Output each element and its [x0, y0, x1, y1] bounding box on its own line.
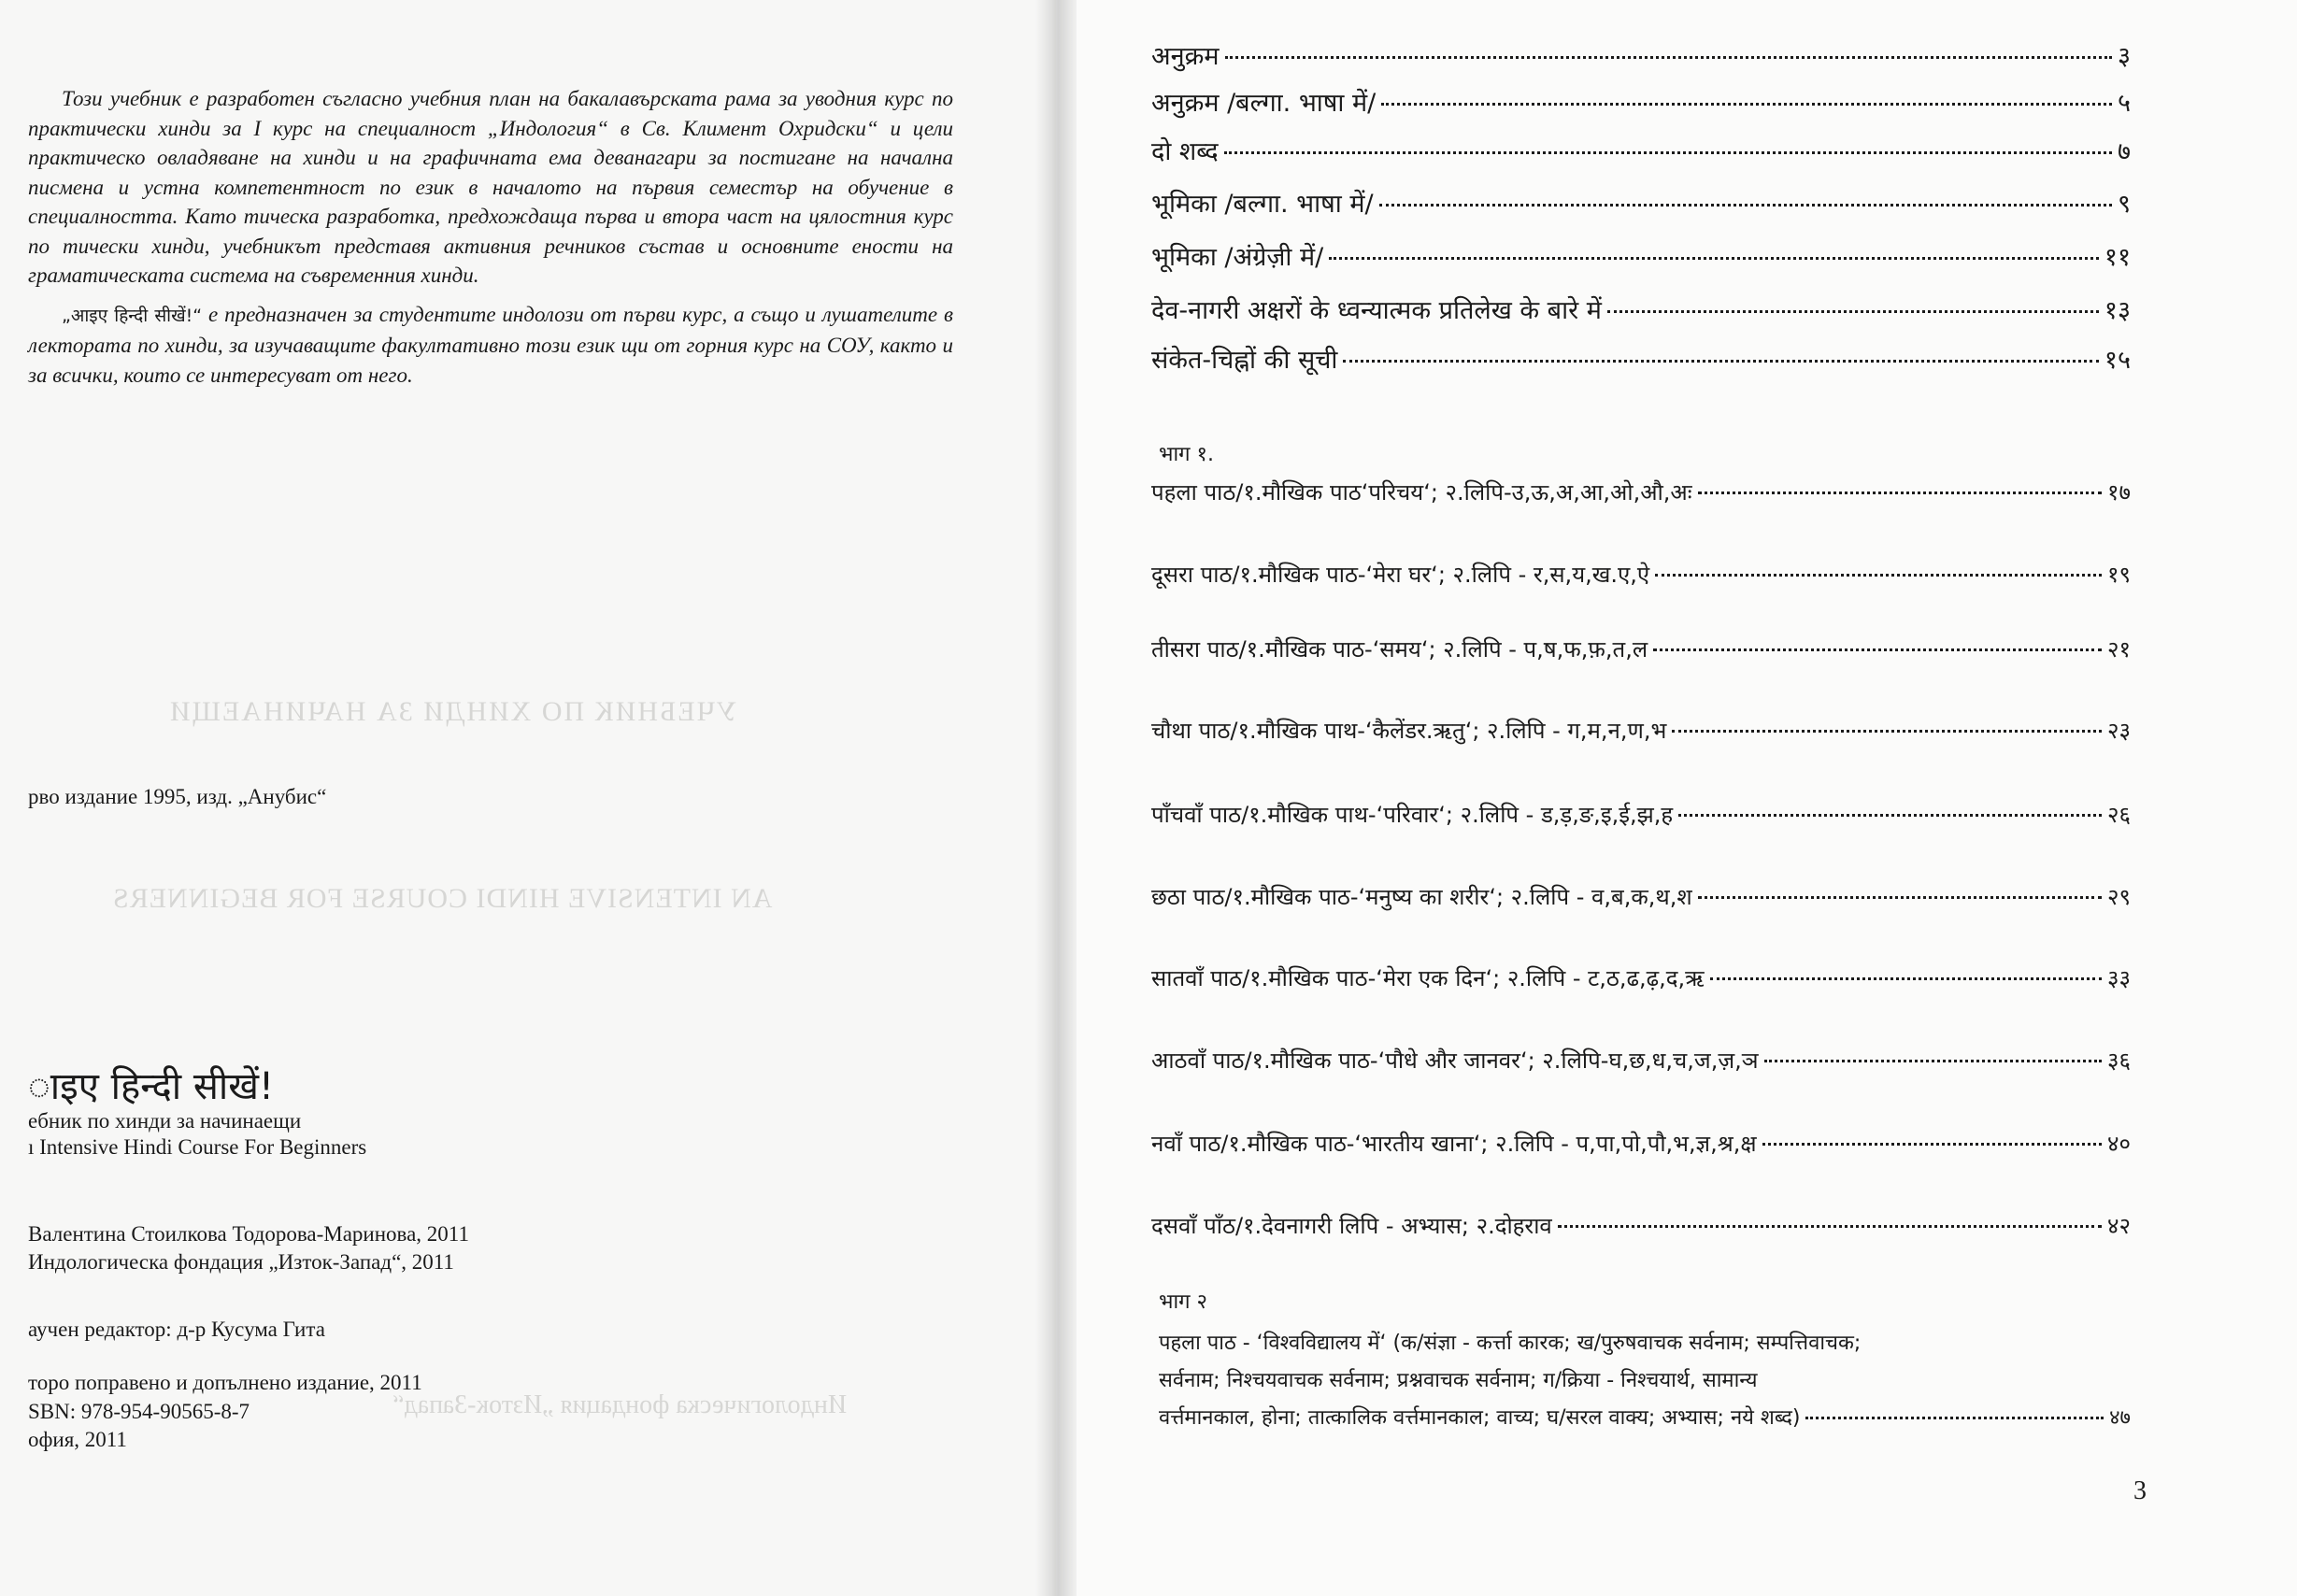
- toc-entry: [1151, 37, 2131, 72]
- second-edition-note: торо поправено и допълнено издание, 2011: [28, 1371, 422, 1394]
- toc-lesson-line: पहला पाठ - ‘विश्वविद्यालय में‘ (क/संज्ञा - कर्त्ता कारक; ख/पुरुषवाचक सर्वनाम; सम्पत्तिवाचक;: [1159, 1332, 1862, 1355]
- toc-lesson-line: वर्त्तमानकाल, होना; तात्कालिक वर्त्तमानकाल; वाच्य; घ/सरल वाक्य; अभ्यास; नये शब्द): [1159, 1406, 1801, 1430]
- toc-lesson-title: चौथा पाठ/१.मौखिक पाथ-‘कैलेंडर.ऋतु‘; २.लिपि - ग,म,न,ण,भ: [1151, 718, 1667, 744]
- toc-lesson-title: आठवाँ पाठ/१.मौखिक पाठ-‘पौधे और जानवर‘; २.लिपि-घ,छ,ध,च,ज,ज़,ञ: [1151, 1047, 1759, 1074]
- toc-entry-title: देव-नागरी अक्षरों के ध्वन्यात्मक प्रतिलेख के बारे में: [1151, 296, 1602, 325]
- leader-dots: [1558, 1225, 2102, 1228]
- toc-lesson: [1151, 962, 2131, 993]
- toc-lesson-page: १७: [2107, 479, 2131, 506]
- toc-lesson: [1151, 559, 2131, 590]
- toc-entry: [1151, 292, 2131, 326]
- city-year: офия, 2011: [28, 1428, 127, 1451]
- toc-lesson-page: ४०: [2107, 1131, 2131, 1157]
- toc-lesson-title: पहला पाठ/१.मौखिक पाठ‘परिचय‘; २.लिपि-उ,ऊ,अ,आ,ओ,औ,अः: [1151, 479, 1692, 506]
- audience-paragraph: [28, 300, 953, 391]
- toc-entry: [1151, 133, 2131, 167]
- toc-lesson: [1151, 799, 2131, 830]
- toc-entry: [1151, 238, 2131, 273]
- toc-lesson-page: ३३: [2107, 965, 2131, 991]
- toc-lesson: [1151, 881, 2131, 912]
- book-gutter: [1035, 0, 1077, 1596]
- toc-entry-page: ९: [2117, 190, 2131, 219]
- leader-dots: [1678, 814, 2102, 817]
- leader-dots: [1379, 204, 2112, 207]
- toc-entry-title: अनुक्रम /बल्गा. भाषा में/: [1151, 89, 1377, 118]
- toc-entry-title: भूमिका /बल्गा. भाषा में/: [1151, 190, 1374, 219]
- toc-lesson-page: २९: [2107, 884, 2131, 910]
- bleed-through-text: AN INTENSIVE HINDI COURSE FOR BEGINNERS: [112, 883, 773, 914]
- copyright-author: Валентина Стоилкова Тодорова-Маринова, 2011: [28, 1222, 469, 1246]
- leader-dots: [1805, 1417, 2104, 1419]
- leader-dots: [1225, 56, 2112, 59]
- first-edition-note: рво издание 1995, изд. „Анубис“: [28, 785, 327, 808]
- copyright-foundation: Индологическа фондация „Изток-Запад“, 2011: [28, 1250, 454, 1274]
- toc-lesson-page: २३: [2107, 718, 2131, 744]
- toc-lesson: [1151, 1045, 2131, 1076]
- toc-lesson-line: सर्वनाम; निश्चयवाचक सर्वनाम; प्रश्नवाचक सर्वनाम; ग/क्रिया - निश्चयार्थ, सामान्य: [1159, 1369, 1758, 1392]
- toc-lesson-last-line: [1159, 1400, 2131, 1437]
- toc-entry-title: दो शब्द: [1151, 137, 1219, 166]
- leader-dots: [1381, 103, 2112, 106]
- toc-lesson-page: ३६: [2107, 1047, 2131, 1074]
- bleed-through-text: УЧЕБНИК ПО ХИНДИ ЗА НАЧИНАЕЩИ: [168, 696, 737, 727]
- toc-lesson-page: ४७: [2109, 1406, 2131, 1430]
- toc-lesson-title: सातवाँ पाठ/१.मौखिक पाठ-‘मेरा एक दिन‘; २.लिपि - ट,ठ,ढ,ढ़,द,ऋ: [1151, 965, 1705, 991]
- toc-lesson: [1151, 477, 2131, 507]
- toc-entry: [1151, 341, 2131, 376]
- toc-entry-page: १५: [2104, 346, 2131, 375]
- book-title: ाइए हिन्दी सीखें!: [28, 1065, 275, 1108]
- book-name-inline: „आइए हिन्दी सीखें!“: [62, 305, 203, 326]
- toc-lesson-title: पाँचवाँ पाठ/१.मौखिक पाथ-‘परिवार‘; २.लिपि - ड,ड़,ङ,इ,ई,झ,ह: [1151, 802, 1674, 828]
- leader-dots: [1698, 492, 2102, 494]
- leader-dots: [1762, 1143, 2103, 1146]
- toc-lesson-page: २१: [2107, 636, 2131, 663]
- toc-entry-page: ३: [2117, 42, 2131, 71]
- toc-lesson-page: ४२: [2107, 1213, 2131, 1239]
- toc-entry-title: अनुक्रम: [1151, 42, 1220, 71]
- subtitle-english: ı Intensive Hindi Course For Beginners: [28, 1135, 367, 1159]
- toc-lesson: [1151, 1210, 2131, 1241]
- leader-dots: [1653, 648, 2102, 651]
- toc-entry-title: भूमिका /अंग्रेज़ी में/: [1151, 243, 1324, 272]
- toc-lesson-title: नवाँ पाठ/१.मौखिक पाठ-‘भारतीय खाना‘; २.लिपि - प,पा,पो,पौ,भ,ज्ञ,श्र,क्ष: [1151, 1131, 1757, 1157]
- toc-entry-title: संकेत-चिह्नों की सूची: [1151, 346, 1338, 375]
- part-1-heading: भाग १.: [1159, 443, 1214, 466]
- leader-dots: [1224, 151, 2112, 154]
- leader-dots: [1655, 574, 2102, 577]
- leader-dots: [1764, 1060, 2102, 1062]
- toc-lesson-title: छठा पाठ/१.मौखिक पाठ-‘मनुष्य का शरीर‘; २.लिपि - व,ब,क,थ,श: [1151, 884, 1692, 910]
- leader-dots: [1698, 896, 2102, 899]
- intro-paragraph: Този учебник е разработен съгласно учебния план на бакалавърската рама за уводния курс по практически хинди за I курс на специалност „Индология“ в Св. Климент Охридски“ и цели практическо овладяване на хинди и на графичната ема деванагари за постигане на начална писмена и устна компетентност по език в началото на първия семестър на обучение в специалността. Като тическа разработка, предхождаща първа и втора част на цялостния курс по тически хинди, учебникът представя активния речников състав и основните ености на граматическата система на съвременния хинди.: [28, 87, 953, 287]
- toc-lesson-page: १९: [2107, 562, 2131, 588]
- toc-lesson: [1151, 634, 2131, 664]
- audience-text: е предназначен за студентите индолози от първи курс, а също и лушателите в лектората по хинди, за изучаващите факултативно този език щи от горния курс на СОУ, както и за всички, които се интересуват от него.: [28, 302, 953, 387]
- toc-entry-page: ११: [2104, 243, 2131, 272]
- toc-lesson-title: दसवाँ पाँठ/१.देवनागरी लिपि - अभ्यास; २.दोहराव: [1151, 1213, 1552, 1239]
- toc-lesson: [1151, 1128, 2131, 1159]
- toc-lesson-page: २६: [2107, 802, 2131, 828]
- leader-dots: [1343, 360, 2099, 363]
- part-2-heading: भाग २: [1159, 1290, 1207, 1314]
- scientific-editor: аучен редактор: д-р Кусума Гита: [28, 1318, 325, 1341]
- leader-dots: [1607, 310, 2099, 313]
- toc-entry-page: ५: [2117, 89, 2131, 118]
- leader-dots: [1329, 257, 2099, 260]
- toc-lesson-title: तीसरा पाठ/१.मौखिक पाठ-‘समय‘; २.लिपि - प,ष,फ,फ़,त,ल: [1151, 636, 1648, 663]
- toc-entry-page: १३: [2104, 296, 2131, 325]
- toc-lesson-title: दूसरा पाठ/१.मौखिक पाठ-‘मेरा घर‘; २.लिपि - र,स,य,ख.ए,ऐ: [1151, 562, 1650, 588]
- toc-entry: [1151, 185, 2131, 220]
- leader-dots: [1672, 730, 2102, 733]
- bleed-through-text: Индологическа фондация „Изток-Запад“: [392, 1390, 848, 1419]
- page-number: 3: [2133, 1476, 2147, 1505]
- toc-entry: [1151, 84, 2131, 119]
- leader-dots: [1710, 977, 2102, 980]
- isbn: SBN: 978-954-90565-8-7: [28, 1400, 250, 1423]
- toc-lesson: [1151, 715, 2131, 746]
- intro-text: [28, 84, 953, 390]
- toc-entry-page: ७: [2117, 137, 2131, 166]
- left-page: [0, 0, 1056, 1596]
- toc-part-2-lesson: [1159, 1325, 2131, 1437]
- subtitle-bulgarian: ебник по хинди за начинаещи: [28, 1109, 302, 1133]
